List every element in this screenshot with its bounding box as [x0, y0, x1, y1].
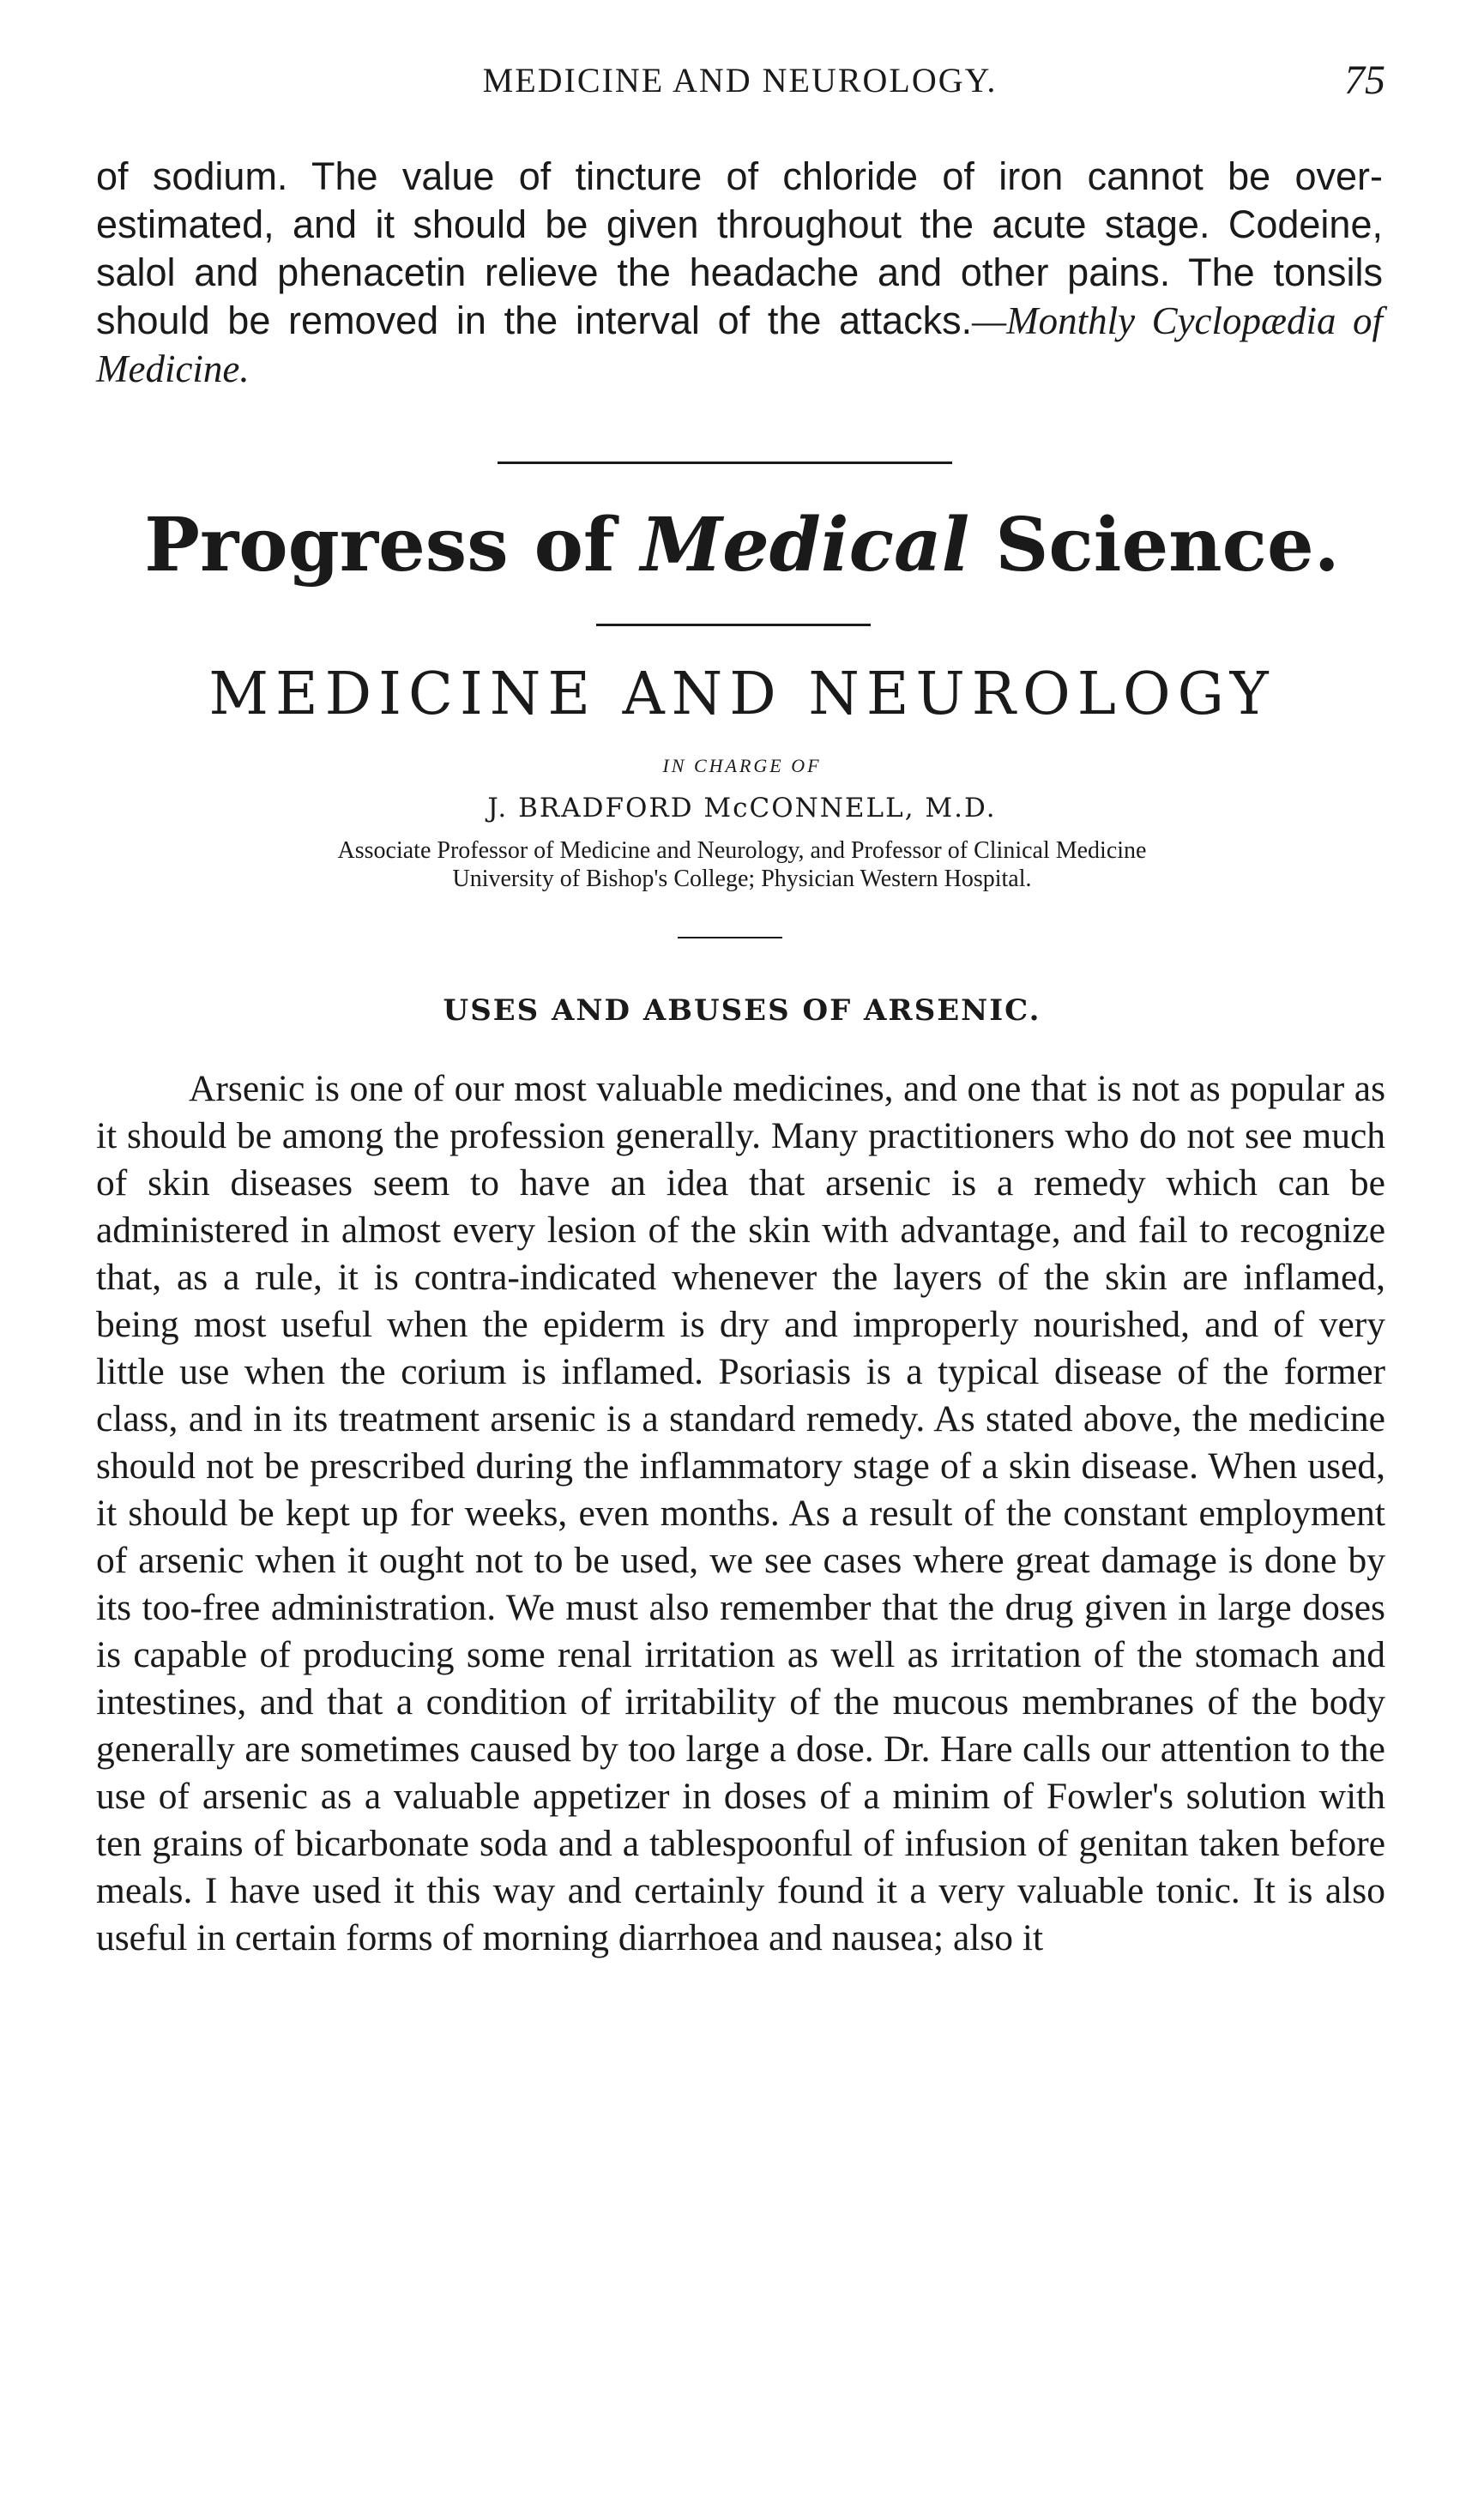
divider-rule — [678, 937, 782, 938]
section-title — [0, 502, 1484, 588]
department-title: MEDICINE AND NEUROLOGY — [208, 661, 1276, 728]
page-number: 75 — [1344, 57, 1385, 103]
divider-rule — [596, 624, 871, 626]
divider-rule — [498, 462, 952, 464]
editor-role-line: University of Bishop's College; Physician Western Hospital. — [452, 866, 1032, 892]
editor-role — [0, 836, 1484, 893]
article-title: USES AND ABUSES OF ARSENIC. — [443, 993, 1041, 1028]
intro-text: of sodium. The value of tincture of chloride of iron cannot be over-estimated, and it should be given throughout the acute stage. Codeine, salol and phenacetin relieve the headache and other pains. The tonsils should be removed in the interval of the attacks. — [96, 154, 1383, 342]
editor-role-line: Associate Professor of Medicine and Neurology, and Professor of Clinical Medicine — [337, 837, 1147, 864]
in-charge-label: IN CHARGE OF — [662, 755, 822, 776]
running-head — [94, 57, 1385, 112]
article-paragraph: Arsenic is one of our most valuable medicines, and one that is not as popular as it should be among the profession generally. Many practitioners who do not see much of skin diseases seem to have an idea that arsenic is a remedy which can be administered in almost every lesion of the skin with advantage, and fail to recognize that, as a rule, it is contra-indicated whenever the layers of the skin are inflamed, being most useful when the epiderm is dry and improperly nourished, and of very little use when the corium is inflamed. Psoriasis is a typical disease of the former class, and in its treatment arsenic is a standard remedy. As stated above, the medicine should not be prescribed during the inflammatory stage of a skin disease. When used, it should be kept up for weeks, even months. As a result of the constant employment of arsenic when it ought not to be used, we see cases where great damage is done by its too-free administration. We must also remember that the drug given in large doses is capable of producing some renal irritation as well as irritation of the stomach and intestines, and that a condition of irritability of the mucous membranes of the body generally are sometimes caused by too large a dose. Dr. Hare calls our attention to the use of arsenic as a valuable appetizer in doses of a minim of Fowler's solution with ten grains of bicarbonate soda and a tablespoonful of infusion of genitan taken before meals. I have used it this way and certainly found it a very valuable tonic. It is also useful in certain forms of morning diarrhoea and nausea; also it — [96, 1068, 1385, 1958]
section-title-part3: Science. — [969, 502, 1340, 588]
section-title-part2: Medical — [640, 502, 970, 588]
article-body — [96, 1065, 1385, 1962]
intro-paragraph — [96, 153, 1383, 393]
running-title: MEDICINE AND NEUROLOGY. — [482, 61, 998, 100]
editor-name: J. BRADFORD McCONNELL, M.D. — [487, 793, 997, 824]
intro-citation: —Monthly Cyclopædia of Medicine. — [96, 299, 1383, 390]
section-title-part1: Progress of — [144, 502, 641, 588]
